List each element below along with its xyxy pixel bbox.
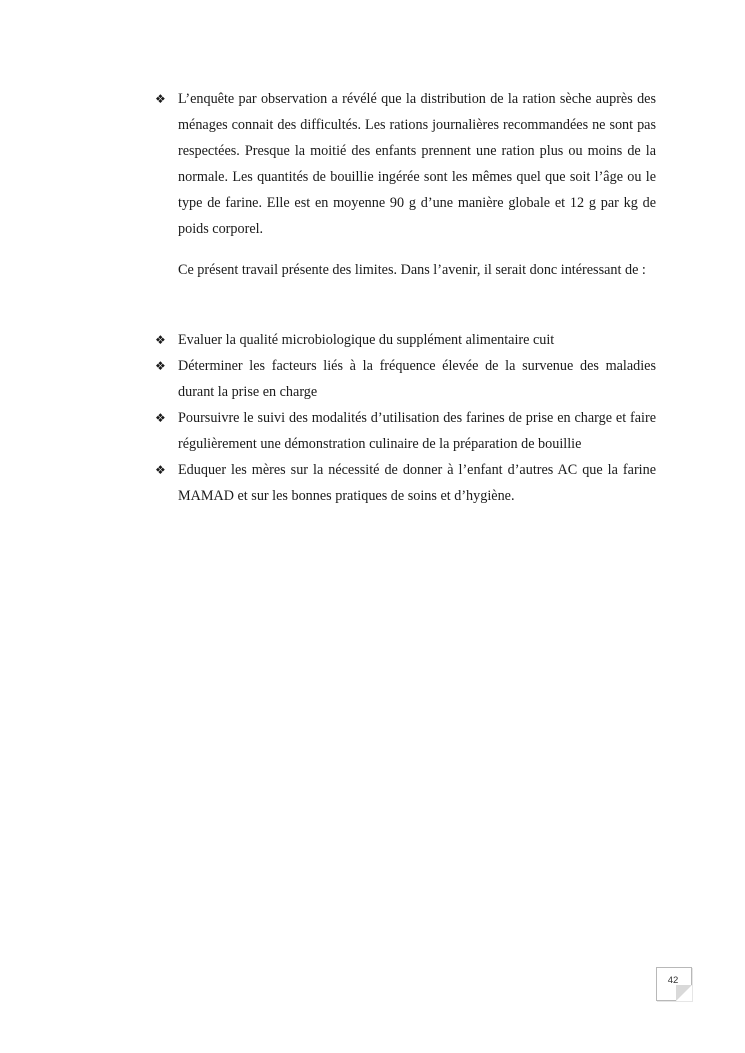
list-item — [155, 86, 656, 242]
list-item-text: L’enquête par observation a révélé que la distribution de la ration sèche auprès des ménages connait des difficultés. Les rations journalières recommandées ne sont pas respectées. Presque la moitié des enfants prennent une ration plus ou moins de la normale. Les quantités de bouillie ingérée sont les mêmes quel que soit l’âge ou le type de farine. Elle est en moyenne 90 g d’une manière globale et 12 g par kg de poids corporel. — [178, 91, 656, 237]
list-item-text: Poursuivre le suivi des modalités d’utilisation des farines de prise en charge et faire régulièrement une démonstration culinaire de la préparation de bouillie — [178, 410, 656, 452]
diamond-bullet-icon: ❖ — [155, 463, 166, 477]
diamond-bullet-icon: ❖ — [155, 333, 166, 347]
findings-list — [155, 86, 656, 242]
folded-corner-icon — [676, 985, 692, 1001]
list-item — [155, 353, 656, 405]
list-item — [155, 405, 656, 457]
list-item-text: Eduquer les mères sur la nécessité de donner à l’enfant d’autres AC que la farine MAMAD et sur les bonnes pratiques de soins et d’hygiène. — [178, 462, 656, 504]
diamond-bullet-icon: ❖ — [155, 411, 166, 425]
list-item — [155, 327, 656, 353]
list-item-text: Déterminer les facteurs liés à la fréquence élevée de la survenue des maladies durant la prise en charge — [178, 358, 656, 400]
limits-paragraph: Ce présent travail présente des limites. Dans l’avenir, il serait donc intéressant de : — [178, 262, 646, 278]
list-item — [155, 457, 656, 509]
page-number: 42 — [667, 975, 679, 986]
diamond-bullet-icon: ❖ — [155, 359, 166, 373]
recommendations-list — [155, 327, 656, 509]
diamond-bullet-icon: ❖ — [155, 92, 166, 106]
list-item-text: Evaluer la qualité microbiologique du supplément alimentaire cuit — [178, 332, 555, 348]
page-number-box — [656, 967, 692, 1001]
